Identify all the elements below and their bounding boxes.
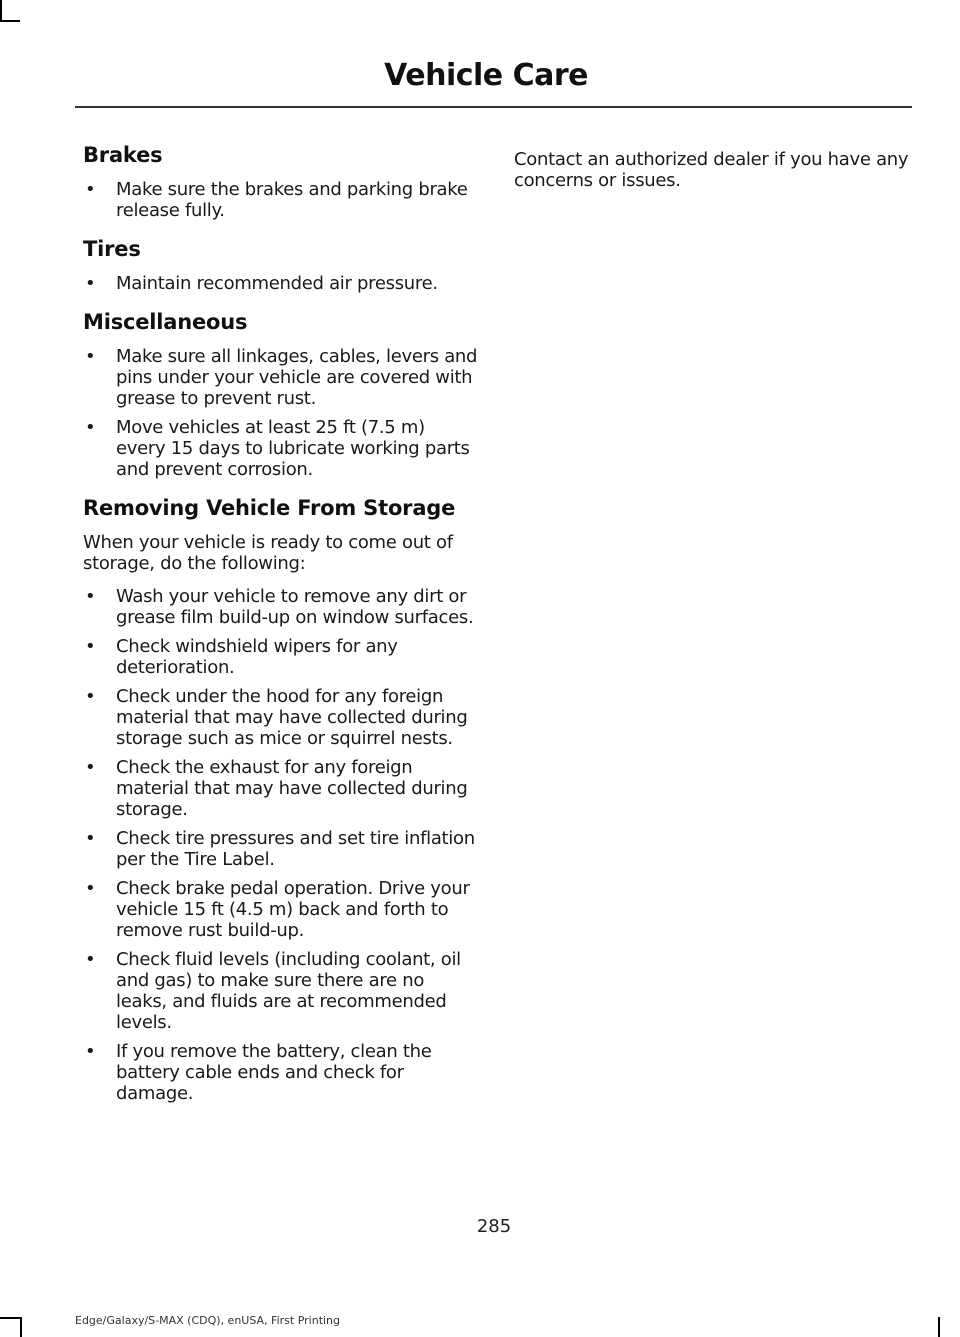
bullet: • bbox=[85, 179, 96, 200]
footer-edition: Edge/Galaxy/S-MAX (CDQ), enUSA, First Printing bbox=[75, 1314, 341, 1327]
bullet: • bbox=[85, 636, 96, 657]
right-column bbox=[514, 143, 910, 203]
list-item bbox=[83, 828, 479, 870]
list-item-text: If you remove the battery, clean the battery cable ends and check for damage. bbox=[116, 1041, 432, 1104]
list-item-text: Check the exhaust for any foreign material that may have collected during storage. bbox=[116, 757, 468, 820]
section-heading: Miscellaneous bbox=[83, 310, 248, 334]
bullet: • bbox=[85, 417, 96, 438]
bullet-list bbox=[83, 346, 479, 480]
bullet: • bbox=[85, 878, 96, 899]
contact-dealer-paragraph: Contact an authorized dealer if you have any concerns or issues. bbox=[514, 149, 909, 191]
section-heading: Tires bbox=[83, 237, 141, 261]
list-item bbox=[83, 757, 479, 820]
section-intro: When your vehicle is ready to come out of storage, do the following: bbox=[83, 532, 453, 574]
list-item-text: Check under the hood for any foreign material that may have collected during storage such as mice or squirrel nests. bbox=[116, 686, 468, 749]
bullet-list bbox=[83, 179, 479, 221]
section-brakes bbox=[83, 143, 479, 221]
list-item bbox=[83, 417, 479, 480]
list-item-text: Make sure the brakes and parking brake release fully. bbox=[116, 179, 468, 221]
list-item-text: Maintain recommended air pressure. bbox=[116, 273, 438, 294]
list-item-text: Move vehicles at least 25 ft (7.5 m) every 15 days to lubricate working parts and prevent corrosion. bbox=[116, 417, 470, 480]
list-item-text: Wash your vehicle to remove any dirt or grease film build-up on window surfaces. bbox=[116, 586, 474, 628]
section-heading: Brakes bbox=[83, 143, 163, 167]
page-header-title: Vehicle Care bbox=[384, 58, 588, 93]
list-item bbox=[83, 1041, 479, 1104]
crop-mark bbox=[938, 1317, 940, 1337]
bullet: • bbox=[85, 686, 96, 707]
section-tires bbox=[83, 237, 479, 294]
left-column bbox=[83, 143, 479, 1120]
bullet: • bbox=[85, 828, 96, 849]
list-item-text: Check brake pedal operation. Drive your vehicle 15 ft (4.5 m) back and forth to remove rust build-up. bbox=[116, 878, 470, 941]
bullet-list bbox=[83, 273, 479, 294]
list-item-text: Check tire pressures and set tire inflation per the Tire Label. bbox=[116, 828, 475, 870]
list-item-text: Check windshield wipers for any deterioration. bbox=[116, 636, 398, 678]
bullet: • bbox=[85, 949, 96, 970]
crop-mark bbox=[0, 1317, 20, 1319]
bullet: • bbox=[85, 346, 96, 367]
list-item bbox=[83, 636, 479, 678]
list-item bbox=[83, 878, 479, 941]
bullet: • bbox=[85, 273, 96, 294]
list-item bbox=[83, 686, 479, 749]
list-item-text: Make sure all linkages, cables, levers and pins under your vehicle are covered with grease to prevent rust. bbox=[116, 346, 478, 409]
crop-mark bbox=[0, 20, 20, 22]
bullet-list bbox=[83, 586, 479, 1104]
page-number: 285 bbox=[476, 1216, 512, 1237]
list-item bbox=[83, 179, 479, 221]
crop-mark bbox=[20, 1317, 22, 1337]
list-item-text: Check fluid levels (including coolant, oil and gas) to make sure there are no leaks, and fluids are at recommended levels. bbox=[116, 949, 461, 1033]
list-item bbox=[83, 346, 479, 409]
crop-mark bbox=[0, 0, 2, 20]
section-miscellaneous bbox=[83, 310, 479, 480]
bullet: • bbox=[85, 1041, 96, 1062]
list-item bbox=[83, 586, 479, 628]
list-item bbox=[83, 273, 479, 294]
bullet: • bbox=[85, 757, 96, 778]
section-removing-from-storage bbox=[83, 496, 479, 1104]
header-divider bbox=[75, 106, 912, 108]
bullet: • bbox=[85, 586, 96, 607]
list-item bbox=[83, 949, 479, 1033]
section-heading: Removing Vehicle From Storage bbox=[83, 496, 456, 520]
